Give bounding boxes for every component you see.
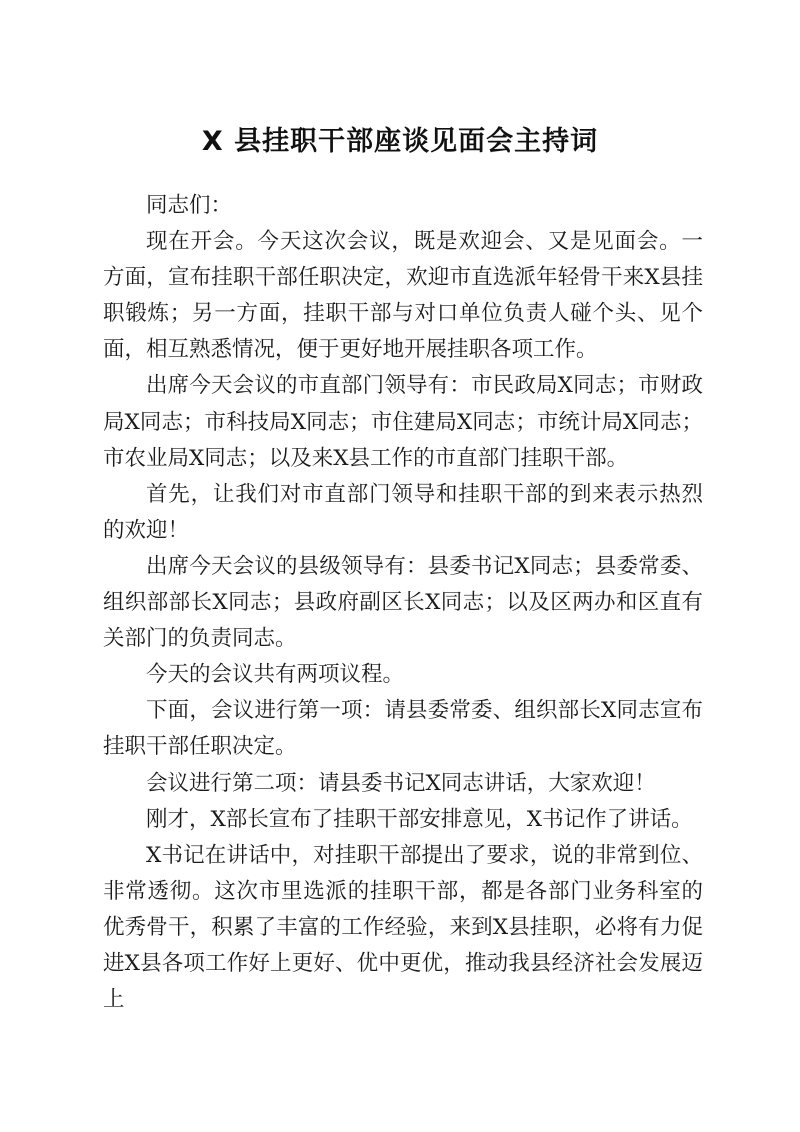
paragraph-remarks: X书记在讲话中，对挂职干部提出了要求，说的非常到位、非常透彻。这次市里选派的挂职干部，都是各部门业务科室的优秀骨干，积累了丰富的工作经验，来到X县挂职，必将有力促进X县各项工作好上更好、优中更优，推动我县经济社会发展迈上: [103, 842, 703, 1013]
paragraph-salutation: 同志们：: [146, 193, 233, 218]
paragraph-item-one: 下面，会议进行第一项：请县委常委、组织部长X同志宣布挂职干部任职决定。: [103, 698, 703, 760]
document-title: X 县挂职干部座谈见面会主持词: [201, 126, 599, 157]
paragraph-welcome: 首先，让我们对市直部门领导和挂职干部的到来表示热烈的欢迎！: [103, 481, 703, 543]
paragraph-city-leaders: 出席今天会议的市直部门领导有：市民政局X同志；市财政局X同志；市科技局X同志；市住建局X同志；市统计局X同志；市农业局X同志；以及来X县工作的市直部门挂职干部。: [103, 373, 703, 471]
paragraph-agenda: 今天的会议共有两项议程。: [146, 662, 405, 688]
paragraph-item-two: 会议进行第二项：请县委书记X同志讲话，大家欢迎！: [146, 770, 656, 796]
paragraph-county-leaders: 出席今天会议的县级领导有：县委书记X同志；县委常委、组织部部长X同志；县政府副区长X同志；以及区两办和区直有关部门的负责同志。: [103, 553, 703, 652]
document-body: [103, 188, 703, 1018]
paragraph-summary: 刚才，X部长宣布了挂职干部安排意见，X书记作了讲话。: [146, 806, 693, 832]
paragraph-opening: 现在开会。今天这次会议，既是欢迎会、又是见面会。一方面，宣布挂职干部任职决定，欢迎市直选派年轻骨干来X县挂职锻炼；另一方面，挂职干部与对口单位负责人碰个头、见个面，相互熟悉情况，便于更好地开展挂职各项工作。: [103, 229, 703, 363]
